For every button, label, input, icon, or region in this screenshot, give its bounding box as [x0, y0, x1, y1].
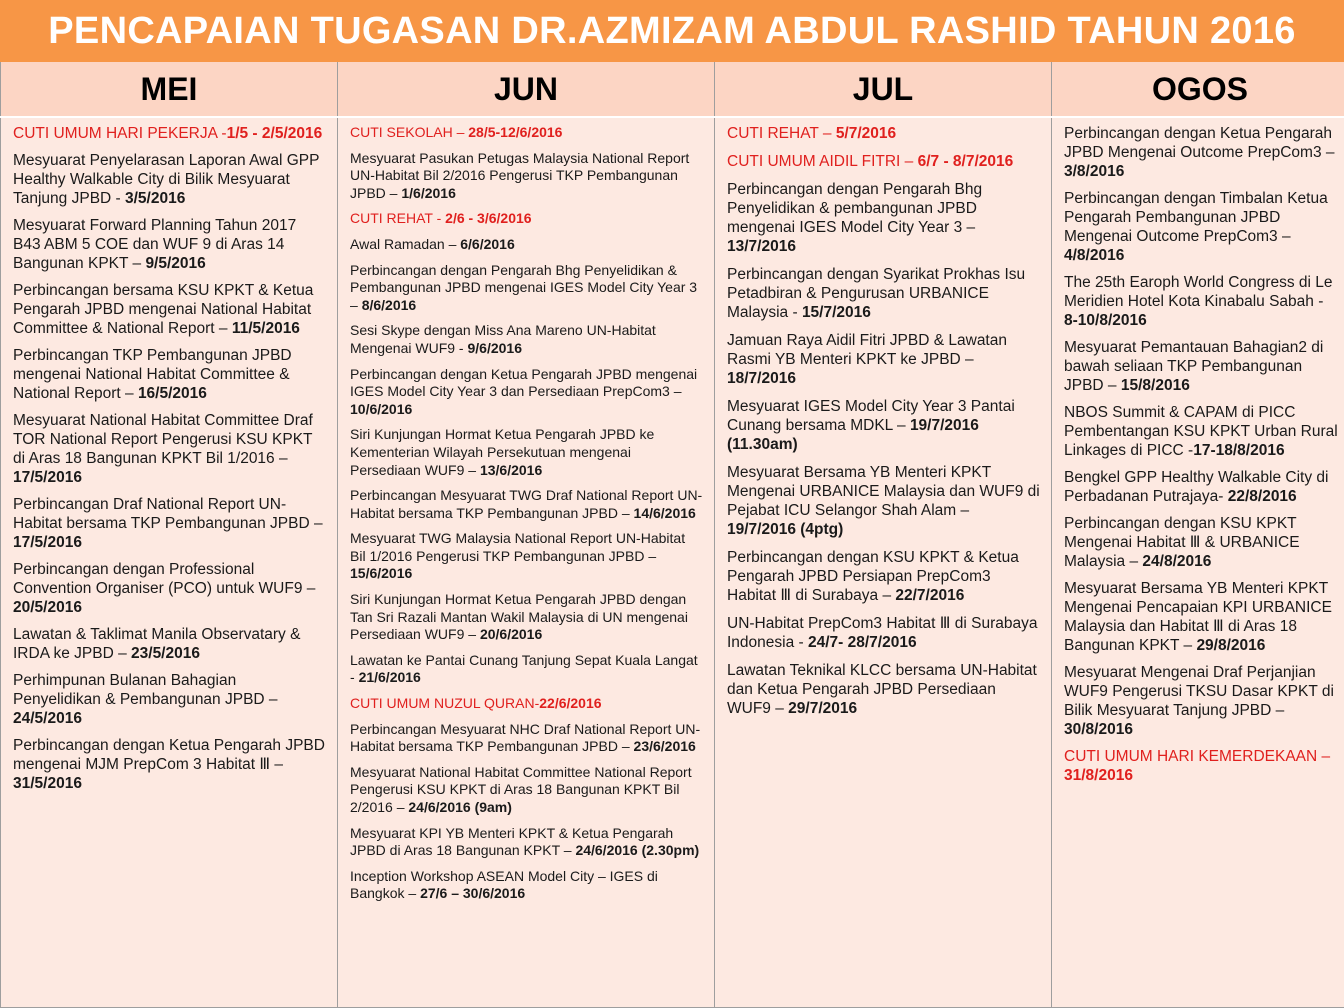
entry-date: 20/5/2016 — [13, 599, 82, 616]
entry-date: 17/5/2016 — [13, 534, 82, 551]
activity-entry — [1064, 273, 1338, 330]
entry-date: 10/6/2016 — [350, 400, 413, 417]
activity-entry — [1064, 124, 1338, 181]
entry-text: Perbincangan bersama KSU KPKT & Ketua Pengarah JPBD mengenai National Habitat Committee & National Report – — [13, 282, 314, 337]
column-jun — [338, 117, 715, 1008]
entry-text: Lawatan Teknikal KLCC bersama UN-Habitat dan Ketua Pengarah JPBD Persediaan WUF9 – — [727, 662, 1037, 717]
holiday-entry — [350, 695, 704, 713]
holiday-entry — [1064, 747, 1338, 785]
entry-date: 6/6/2016 — [460, 235, 515, 252]
entry-text: Perbincangan dengan Timbalan Ketua Pengarah Pembangunan JPBD Mengenai Outcome PrepCom3 – — [1064, 190, 1328, 245]
entry-text: Mesyuarat KPI YB Menteri KPKT & Ketua Pengarah JPBD di Aras 18 Bangunan KPKT – — [350, 824, 674, 859]
entry-text: Mesyuarat Bersama YB Menteri KPKT Mengenai URBANICE Malaysia dan WUF9 di Pejabat ICU Selangor Shah Alam – — [727, 464, 1040, 519]
month-header-mei: MEI — [1, 62, 338, 117]
entry-date: 31/5/2016 — [13, 775, 82, 792]
activity-entry — [1064, 579, 1338, 655]
entry-date: 22/6/2016 — [539, 695, 602, 712]
activity-entry — [350, 487, 704, 522]
entry-date: 24/6/2016 (2.30pm) — [575, 842, 700, 859]
entry-date: 24/6/2016 (9am) — [408, 799, 512, 815]
activity-entry — [13, 560, 327, 617]
activity-entry — [350, 426, 704, 479]
entry-text: Perbincangan dengan Syarikat Prokhas Isu Petadbiran & Pengurusan URBANICE Malaysia - — [727, 266, 1026, 321]
entry-date: 30/8/2016 — [1064, 721, 1133, 738]
entry-text: Mesyuarat National Habitat Committee National Report Pengerusi KSU KPKT di Aras 18 Bangunan KPKT Bil 2/2016 – — [350, 763, 692, 815]
activity-entry — [13, 151, 327, 208]
entry-date: 1/6/2016 — [401, 184, 456, 201]
entry-date: 5/7/2016 — [835, 125, 897, 142]
entry-date: 14/6/2016 — [633, 504, 696, 521]
page-title: PENCAPAIAN TUGASAN DR.AZMIZAM ABDUL RASHID TAHUN 2016 — [48, 9, 1296, 52]
column-ogos — [1052, 117, 1344, 1008]
activity-entry — [13, 736, 327, 793]
entry-date: 2/6 - 3/6/2016 — [445, 210, 532, 227]
activity-entry — [350, 366, 704, 419]
activity-entry — [1064, 663, 1338, 739]
entry-text: CUTI UMUM AIDIL FITRI – — [727, 153, 918, 170]
entry-text: The 25th Earoph World Congress di Le Meridien Hotel Kota Kinabalu Sabah - — [1064, 274, 1333, 310]
activity-entry — [350, 825, 704, 860]
entries-row — [1, 117, 1344, 1008]
entry-date: 29/8/2016 — [1196, 637, 1266, 654]
entry-date: 28/5-12/6/2016 — [468, 124, 563, 140]
entry-date: 11/5/2016 — [231, 320, 300, 337]
entry-date: 9/5/2016 — [145, 255, 206, 272]
entry-text: CUTI SEKOLAH – — [350, 124, 469, 140]
entry-text: Perbincangan dengan Professional Convention Organiser (PCO) untuk WUF9 – — [13, 561, 316, 597]
entry-text: Lawatan ke Pantai Cunang Tanjung Sepat Kuala Langat - — [350, 651, 698, 686]
schedule-table — [0, 62, 1344, 1008]
entry-date: 20/6/2016 — [479, 626, 543, 643]
entry-date: 3/8/2016 — [1064, 163, 1125, 180]
entry-date: 4/8/2016 — [1064, 247, 1125, 264]
activity-entry — [350, 591, 704, 644]
activity-entry — [350, 652, 704, 687]
holiday-entry — [350, 124, 704, 142]
entry-date: 19/7/2016 (4ptg) — [727, 521, 844, 538]
activity-entry — [727, 661, 1041, 718]
entry-text: CUTI UMUM HARI PEKERJA - — [13, 125, 227, 142]
activity-entry — [727, 548, 1041, 605]
entry-text: Awal Ramadan – — [350, 235, 461, 252]
entry-date: 19/7/2016 (11.30am) — [727, 417, 979, 453]
entry-text: NBOS Summit & CAPAM di PICC Pembentangan KSU KPKT Urban Rural Linkages di PICC - — [1064, 404, 1338, 459]
activity-entry — [350, 721, 704, 756]
activity-entry — [727, 331, 1041, 388]
activity-entry — [1064, 468, 1338, 506]
entry-text: Inception Workshop ASEAN Model City – IGES di Bangkok – — [350, 867, 658, 902]
activity-entry — [13, 216, 327, 273]
activity-entry — [727, 614, 1041, 652]
entry-date: 23/5/2016 — [131, 645, 200, 662]
activity-entry — [13, 625, 327, 663]
entry-date: 16/5/2016 — [137, 385, 207, 402]
activity-entry — [350, 530, 704, 583]
entry-text: Mesyuarat Mengenai Draf Perjanjian WUF9 Pengerusi TKSU Dasar KPKT di Bilik Mesyuarat Tanjung JPBD – — [1064, 664, 1334, 719]
activity-entry — [1064, 514, 1338, 571]
activity-entry — [1064, 189, 1338, 265]
entry-date: 17/5/2016 — [13, 469, 82, 486]
activity-entry — [350, 150, 704, 203]
activity-entry — [13, 346, 327, 403]
entry-date: 9/6/2016 — [467, 339, 522, 356]
entry-text: CUTI REHAT - — [350, 210, 446, 227]
column-jul — [715, 117, 1052, 1008]
entry-text: Mesyuarat Pasukan Petugas Malaysia National Report UN-Habitat Bil 2/2016 Pengerusi TKP Pembangunan JPBD – — [350, 149, 690, 201]
activity-entry — [727, 397, 1041, 454]
holiday-entry — [727, 152, 1041, 171]
holiday-entry — [13, 124, 327, 143]
activity-entry — [727, 463, 1041, 539]
entry-text: Perbincangan dengan Ketua Pengarah JPBD Mengenai Outcome PrepCom3 – — [1064, 125, 1335, 161]
activity-entry — [13, 411, 327, 487]
entry-text: CUTI REHAT – — [727, 125, 836, 142]
activity-entry — [1064, 338, 1338, 395]
month-header-ogos: OGOS — [1052, 62, 1344, 117]
title-bar — [0, 0, 1344, 64]
entry-date: 29/7/2016 — [788, 700, 858, 717]
holiday-entry — [350, 210, 704, 228]
month-header-jul: JUL — [715, 62, 1052, 117]
activity-entry — [13, 281, 327, 338]
entry-date: 8-10/8/2016 — [1064, 312, 1147, 329]
entry-text: Perbincangan Draf National Report UN-Habitat bersama TKP Pembangunan JPBD – — [13, 496, 323, 532]
entry-text: Mesyuarat TWG Malaysia National Report UN-Habitat Bil 1/2016 Pengerusi TKP Pembangunan JPBD – — [350, 530, 686, 564]
entry-text: CUTI UMUM HARI KEMERDEKAAN – — [1064, 748, 1331, 765]
entry-date: 23/6/2016 — [633, 738, 696, 755]
entry-text: Mesyuarat Forward Planning Tahun 2017 B43 ABM 5 COE dan WUF 9 di Aras 14 Bangunan KPKT – — [13, 217, 297, 272]
entry-date: 24/7- 28/7/2016 — [808, 634, 917, 651]
entry-date: 6/7 - 8/7/2016 — [917, 153, 1014, 170]
entry-date: 17-18/8/2016 — [1193, 442, 1285, 459]
entry-date: 1/5 - 2/5/2016 — [226, 125, 323, 142]
holiday-entry — [727, 124, 1041, 143]
activity-entry — [13, 495, 327, 552]
activity-entry — [350, 322, 704, 357]
entry-date: 22/8/2016 — [1227, 488, 1297, 505]
activity-entry — [350, 262, 704, 315]
entry-text: Lawatan & Taklimat Manila Observatary & IRDA ke JPBD – — [13, 626, 301, 662]
activity-entry — [13, 671, 327, 728]
entry-text: Perbincangan dengan KSU KPKT & Ketua Pengarah JPBD Persiapan PrepCom3 Habitat Ⅲ di Surabaya – — [727, 549, 1019, 604]
activity-entry — [1064, 403, 1338, 460]
entry-date: 15/7/2016 — [801, 304, 871, 321]
entry-text: UN-Habitat PrepCom3 Habitat Ⅲ di Surabaya Indonesia - — [727, 615, 1038, 651]
activity-entry — [727, 180, 1041, 256]
entry-text: CUTI UMUM NUZUL QURAN- — [350, 695, 540, 712]
entry-text: Perbincangan dengan Ketua Pengarah JPBD mengenai IGES Model City Year 3 dan Persediaan PrepCom3 – — [350, 365, 698, 400]
entry-text: Mesyuarat Bersama YB Menteri KPKT Mengenai Pencapaian KPI URBANICE Malaysia dan Habitat Ⅲ di Aras 18 Bangunan KPKT – — [1064, 580, 1332, 654]
entry-text: Mesyuarat Pemantauan Bahagian2 di bawah seliaan TKP Pembangunan JPBD – — [1064, 339, 1324, 394]
month-header-jun: JUN — [338, 62, 715, 117]
activity-entry — [727, 265, 1041, 322]
entry-text: Perbincangan dengan KSU KPKT Mengenai Habitat Ⅲ & URBANICE Malaysia – — [1064, 515, 1300, 570]
entry-date: 13/7/2016 — [727, 238, 796, 255]
activity-entry — [350, 236, 704, 254]
entry-text: Siri Kunjungan Hormat Ketua Pengarah JPBD dengan Tan Sri Razali Mantan Wakil Malaysia di UN mengenai Persediaan WUF9 – — [350, 591, 688, 643]
entry-text: Perbincangan TKP Pembangunan JPBD mengenai National Habitat Committee & National Report – — [13, 347, 292, 402]
activity-entry — [350, 868, 704, 903]
entry-text: Jamuan Raya Aidil Fitri JPBD & Lawatan Rasmi YB Menteri KPKT ke JPBD – — [727, 332, 1007, 368]
activity-entry — [350, 764, 704, 817]
column-mei — [1, 117, 338, 1008]
entry-text: Sesi Skype dengan Miss Ana Mareno UN-Habitat Mengenai WUF9 - — [350, 322, 656, 356]
entry-text: Perbincangan dengan Pengarah Bhg Penyelidikan & pembangunan JPBD mengenai IGES Model City Year 3 – — [727, 181, 983, 236]
entry-date: 27/6 – 30/6/2016 — [420, 885, 526, 902]
entry-text: Perhimpunan Bulanan Bahagian Penyelidikan & Pembangunan JPBD – — [13, 672, 278, 708]
entry-date: 3/5/2016 — [125, 190, 186, 207]
entry-date: 24/8/2016 — [1142, 553, 1212, 570]
entry-date: 18/7/2016 — [727, 370, 796, 387]
entry-date: 15/8/2016 — [1120, 377, 1190, 394]
entry-text: Mesyuarat Penyelarasan Laporan Awal GPP Healthy Walkable City di Bilik Mesyuarat Tanjung JPBD - — [13, 152, 320, 207]
entry-date: 24/5/2016 — [13, 710, 82, 727]
entry-text: Bengkel GPP Healthy Walkable City di Perbadanan Putrajaya- — [1064, 469, 1329, 505]
entry-date: 21/6/2016 — [358, 669, 421, 686]
entry-text: Siri Kunjungan Hormat Ketua Pengarah JPBD ke Kementerian Wilayah Persekutuan mengenai Persediaan WUF9 – — [350, 426, 655, 478]
entry-date: 31/8/2016 — [1064, 767, 1133, 784]
month-header-row — [1, 62, 1344, 117]
entry-date: 22/7/2016 — [895, 587, 965, 604]
entry-date: 13/6/2016 — [479, 461, 543, 478]
entry-text: Perbincangan dengan Pengarah Bhg Penyelidikan & Pembangunan JPBD mengenai IGES Model City Year 3 – — [350, 261, 698, 313]
entry-date: 15/6/2016 — [350, 565, 413, 582]
entry-text: Perbincangan dengan Ketua Pengarah JPBD mengenai MJM PrepCom 3 Habitat Ⅲ – — [13, 737, 325, 773]
entry-text: Perbincangan Mesyuarat TWG Draf National Report UN-Habitat bersama TKP Pembangunan JPBD – — [350, 487, 703, 521]
entry-text: Mesyuarat IGES Model City Year 3 Pantai Cunang bersama MDKL – — [727, 398, 1015, 434]
entry-text: Mesyuarat National Habitat Committee Draf TOR National Report Pengerusi KSU KPKT di Aras 18 Bangunan KPKT Bil 1/2016 – — [13, 412, 313, 467]
entry-text: Perbincangan Mesyuarat NHC Draf National Report UN-Habitat bersama TKP Pembangunan JPBD – — [350, 720, 701, 755]
entry-date: 8/6/2016 — [361, 296, 417, 313]
